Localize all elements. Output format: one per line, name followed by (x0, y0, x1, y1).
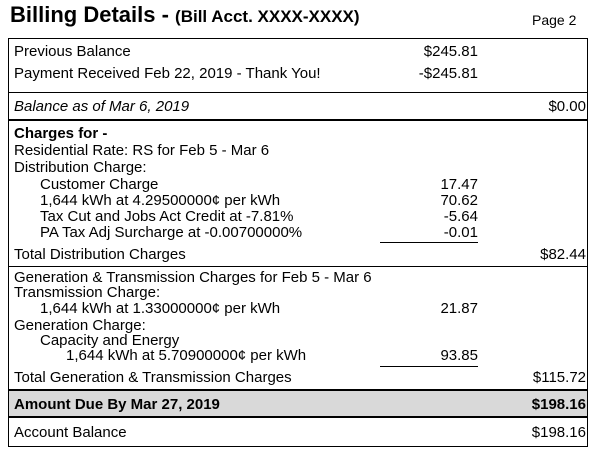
amount-due-value: $198.16 (531, 396, 586, 413)
balance-as-of-amount: $0.00 (548, 98, 586, 115)
bill-account-text: (Bill Acct. XXXX-XXXX) (175, 7, 360, 26)
amount-due-label: Amount Due By Mar 27, 2019 (14, 396, 220, 413)
list-item: PA Tax Adj Surcharge at -0.00700000% (40, 224, 303, 241)
distribution-heading: Distribution Charge: (14, 159, 147, 176)
list-item: Tax Cut and Jobs Act Credit at -7.81% (40, 208, 294, 225)
account-balance-label: Account Balance (14, 424, 127, 441)
generation-heading: Generation & Transmission Charges for Feb 5 - Mar 6 (14, 269, 372, 286)
rate-line: Residential Rate: RS for Feb 5 - Mar 6 (14, 142, 270, 159)
transmission-heading: Transmission Charge: (14, 284, 161, 301)
list-item: Customer Charge (40, 176, 159, 193)
total-generation-amount: $115.72 (532, 369, 586, 386)
title-text: Billing Details - (10, 2, 176, 27)
balance-as-of-label: Balance as of Mar 6, 2019 (14, 98, 190, 115)
list-item-amount: 17.47 (440, 176, 478, 193)
payment-received-label: Payment Received Feb 22, 2019 - Thank You! (14, 65, 321, 82)
list-item-amount: -5.64 (443, 208, 478, 225)
list-item: 1,644 kWh at 4.29500000¢ per kWh (40, 192, 281, 209)
list-item-amount: 21.87 (440, 300, 478, 317)
payment-received-amount: -$245.81 (418, 65, 478, 82)
previous-balance-amount: $245.81 (423, 43, 478, 60)
page-title (10, 2, 360, 28)
page-number: Page 2 (532, 12, 577, 28)
total-distribution-label: Total Distribution Charges (14, 246, 186, 263)
summary-divider (8, 92, 588, 93)
charges-heading: Charges for - (14, 125, 108, 142)
total-generation-label: Total Generation & Transmission Charges (14, 369, 292, 386)
list-item: 1,644 kWh at 5.70900000¢ per kWh (66, 347, 307, 364)
capacity-heading: Capacity and Energy (40, 332, 180, 349)
list-item-amount: 70.62 (440, 192, 478, 209)
generation-charge-heading: Generation Charge: (14, 317, 146, 334)
distribution-subtotal-rule (380, 242, 478, 243)
account-balance-value: $198.16 (531, 424, 586, 441)
list-item-amount: -0.01 (443, 224, 478, 241)
list-item-amount: 93.85 (440, 347, 478, 364)
generation-subtotal-rule (380, 366, 478, 367)
total-distribution-amount: $82.44 (540, 246, 586, 263)
distribution-divider (8, 266, 588, 267)
previous-balance-label: Previous Balance (14, 43, 131, 60)
list-item: 1,644 kWh at 1.33000000¢ per kWh (40, 300, 281, 317)
